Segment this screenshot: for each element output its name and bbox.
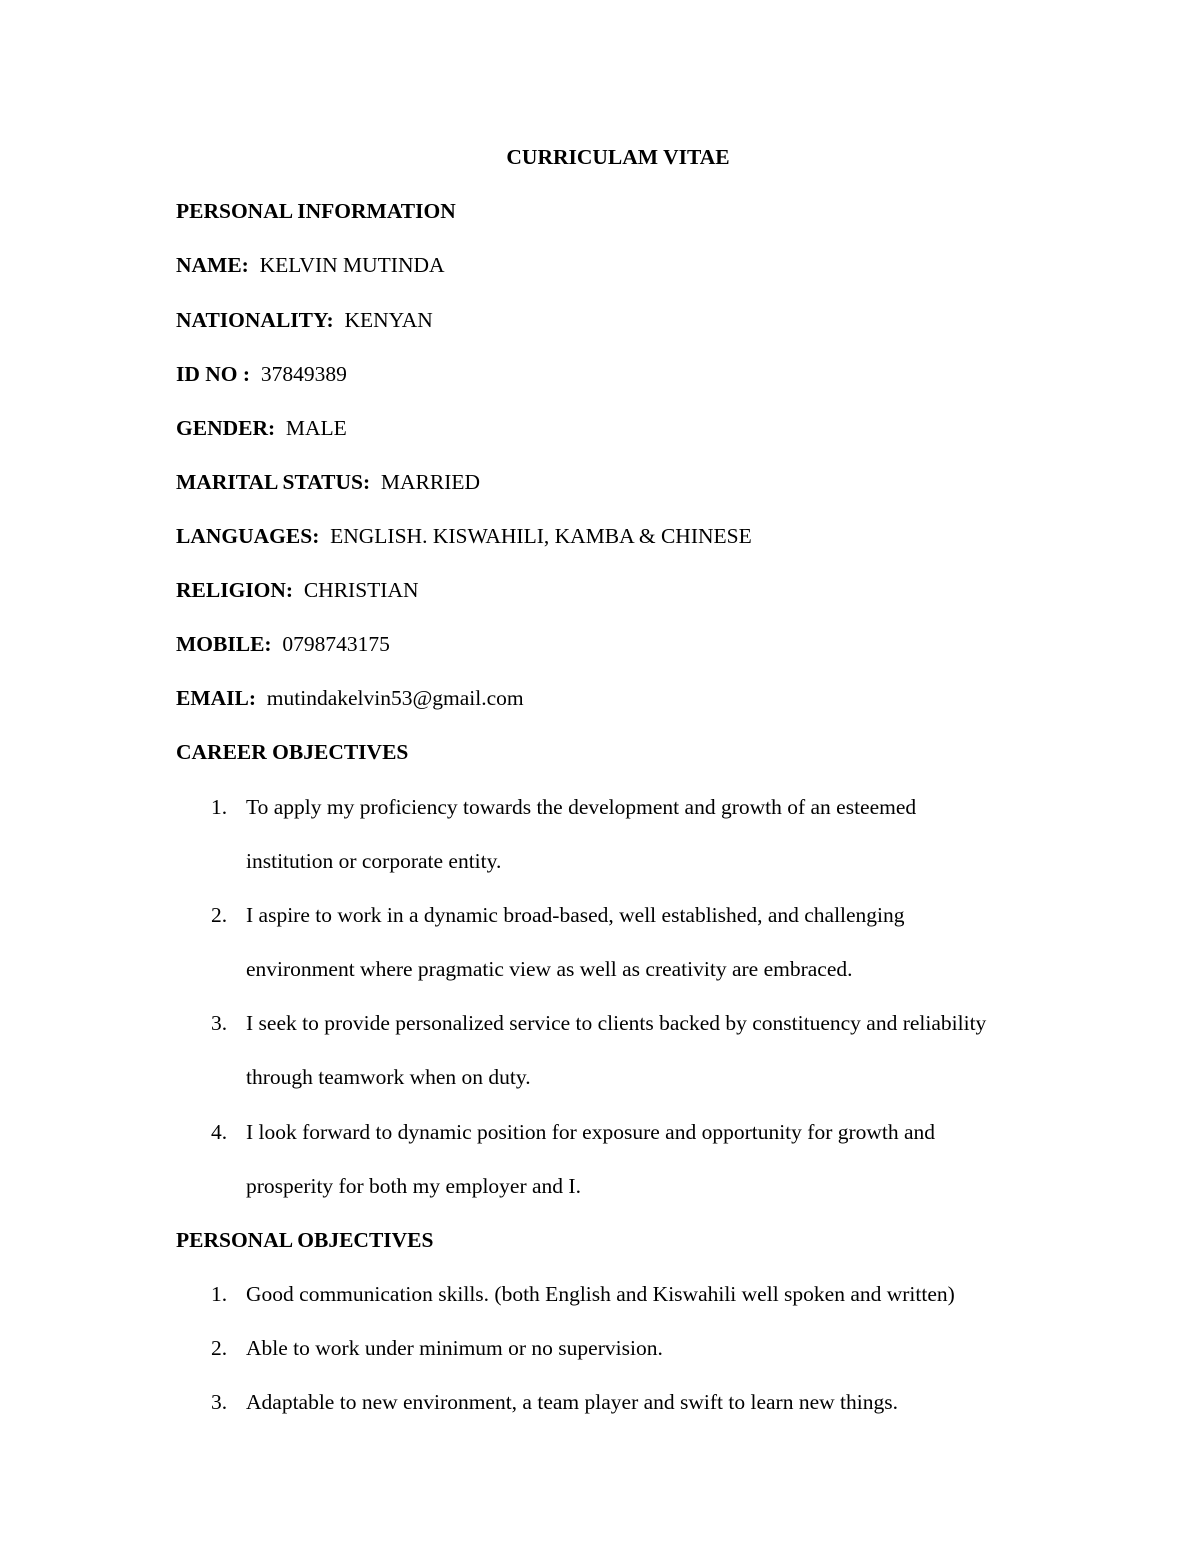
- list-item-number: 3.: [211, 1390, 228, 1414]
- list-item-text: Good communication skills. (both English and Kiswahili well spoken and written): [246, 1282, 955, 1306]
- list-item-number: 1.: [211, 795, 228, 819]
- field-gender: [176, 413, 347, 443]
- document-title: CURRICULAM VITAE: [506, 145, 730, 169]
- field-id-no: [176, 359, 347, 389]
- field-value: ENGLISH. KISWAHILI, KAMBA & CHINESE: [330, 524, 752, 548]
- field-value: KELVIN MUTINDA: [259, 253, 445, 277]
- career-objectives-heading: CAREER OBJECTIVES: [176, 740, 409, 764]
- field-value: 37849389: [260, 362, 347, 386]
- field-nationality: [176, 305, 433, 335]
- field-value: KENYAN: [344, 308, 433, 332]
- list-item-number: 2.: [211, 903, 228, 927]
- field-marital-status: [176, 467, 480, 497]
- personal-objectives-heading: PERSONAL OBJECTIVES: [176, 1228, 434, 1252]
- field-value: MARRIED: [380, 470, 481, 494]
- personal-information-heading: PERSONAL INFORMATION: [176, 199, 456, 223]
- list-item-number: 3.: [211, 1011, 228, 1035]
- field-label: RELIGION:: [176, 578, 294, 602]
- field-value: CHRISTIAN: [303, 578, 419, 602]
- list-item-text: To apply my proficiency towards the development and growth of an esteemed: [246, 795, 917, 819]
- list-item-number: 2.: [211, 1336, 228, 1360]
- list-item-text: environment where pragmatic view as well as creativity are embraced.: [246, 957, 853, 981]
- field-email: [176, 683, 524, 713]
- list-item-number: 4.: [211, 1120, 228, 1144]
- field-label: LANGUAGES:: [176, 524, 320, 548]
- field-name: [176, 250, 445, 280]
- field-languages: [176, 521, 752, 551]
- field-label: MOBILE:: [176, 632, 272, 656]
- list-item-text: I look forward to dynamic position for exposure and opportunity for growth and: [246, 1120, 936, 1144]
- field-mobile: [176, 629, 390, 659]
- field-value: 0798743175: [282, 632, 390, 656]
- field-label: GENDER:: [176, 416, 276, 440]
- list-item-text: institution or corporate entity.: [246, 849, 502, 873]
- list-item-text: Able to work under minimum or no supervision.: [246, 1336, 663, 1360]
- field-value: MALE: [285, 416, 347, 440]
- list-item-text: I aspire to work in a dynamic broad-based, well established, and challenging: [246, 903, 905, 927]
- field-label: EMAIL:: [176, 686, 257, 710]
- list-item-text: Adaptable to new environment, a team player and swift to learn new things.: [246, 1390, 898, 1414]
- list-item-number: 1.: [211, 1282, 228, 1306]
- list-item-text: through teamwork when on duty.: [246, 1065, 531, 1089]
- field-label: NATIONALITY:: [176, 308, 334, 332]
- field-religion: [176, 575, 419, 605]
- field-label: NAME:: [176, 253, 249, 277]
- field-value: mutindakelvin53@gmail.com: [266, 686, 524, 710]
- list-item-text: I seek to provide personalized service to clients backed by constituency and reliability: [246, 1011, 987, 1035]
- field-label: MARITAL STATUS:: [176, 470, 371, 494]
- list-item-text: prosperity for both my employer and I.: [246, 1174, 581, 1198]
- field-label: ID NO :: [176, 362, 251, 386]
